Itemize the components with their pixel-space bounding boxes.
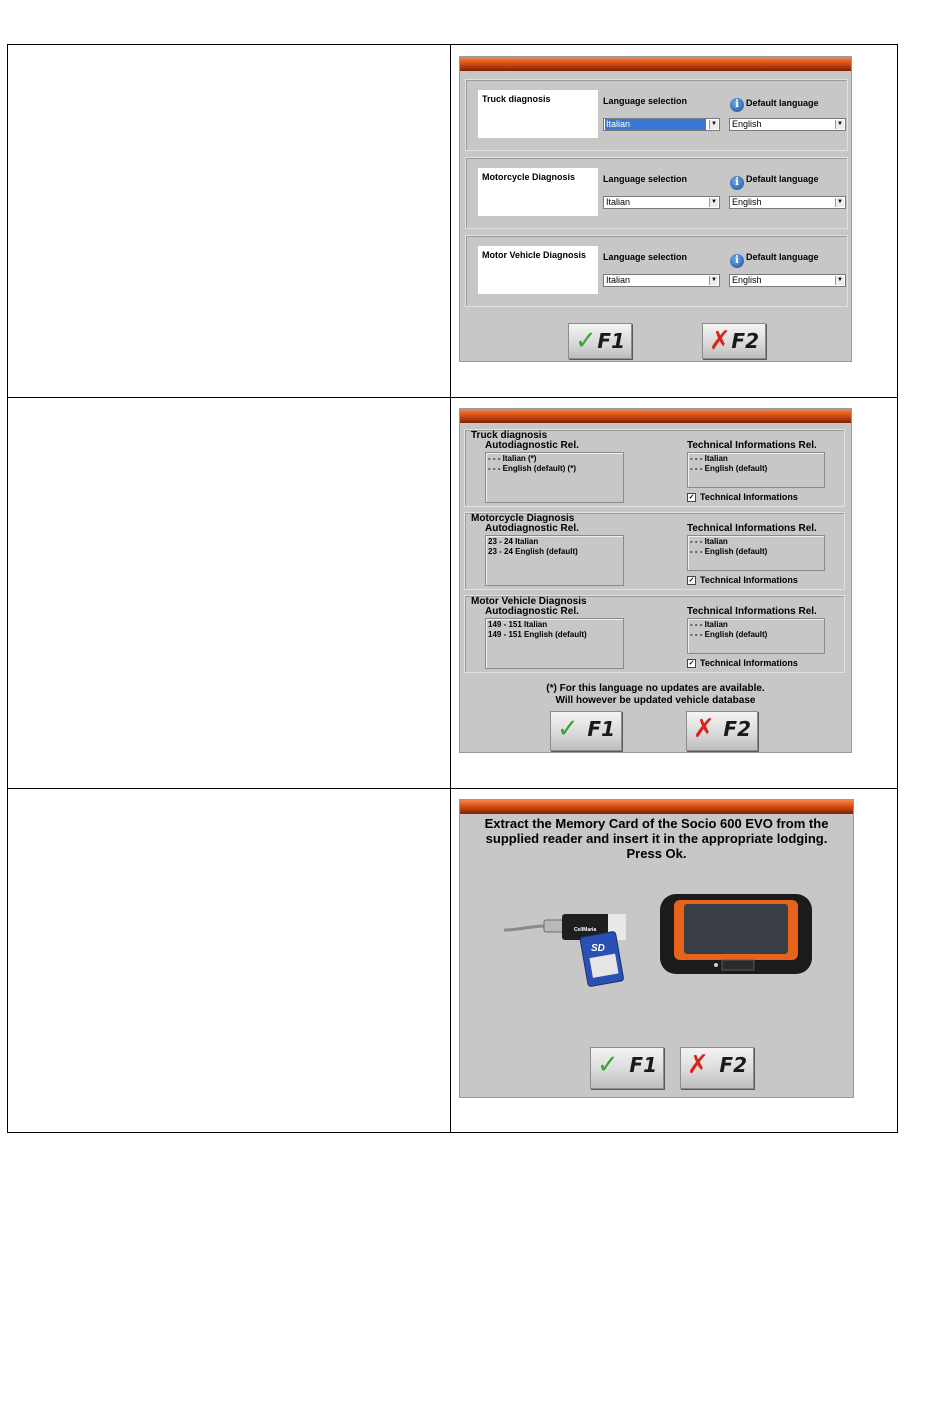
group-title: Motorcycle Diagnosis <box>471 513 575 524</box>
default-language-label: Default language <box>746 252 819 262</box>
technical-info-label: Technical Informations Rel. <box>687 440 817 451</box>
tablet-device-illustration <box>656 890 816 980</box>
list-item: 23 - 24 Italian <box>488 537 539 546</box>
document-table <box>7 44 898 1133</box>
group-motorcycle-diagnosis <box>465 157 848 229</box>
reader-label: CellMaria <box>574 927 597 933</box>
technical-info-checkbox[interactable] <box>687 492 798 502</box>
table-row-memory-card <box>8 788 897 1134</box>
usb-cable <box>504 926 546 930</box>
autodiagnostic-list[interactable] <box>485 535 624 586</box>
language-select-value: Italian <box>606 275 631 285</box>
cancel-key-label: F2 <box>731 329 759 353</box>
language-select-value: Italian <box>606 197 631 207</box>
autodiagnostic-label: Autodiagnostic Rel. <box>485 523 579 534</box>
group-motor-vehicle-diagnosis <box>464 595 845 673</box>
table-row-release-info <box>8 397 897 788</box>
cancel-key-label: F2 <box>723 717 751 741</box>
card-reader-illustration <box>500 900 630 990</box>
list-item: 23 - 24 English (default) <box>488 547 578 556</box>
cancel-button[interactable] <box>686 711 758 751</box>
ok-key-label: F1 <box>597 329 625 353</box>
language-select-value: Italian <box>605 119 706 130</box>
group-name: Motor Vehicle Diagnosis <box>478 246 598 294</box>
instruction-line-2: supplied reader and insert it in the appropriate lodging. <box>485 831 828 846</box>
autodiagnostic-list[interactable] <box>485 618 624 669</box>
checkmark-icon: ✓ <box>557 714 579 744</box>
chevron-down-icon: ▼ <box>835 120 844 129</box>
group-name: Motorcycle Diagnosis <box>478 168 598 216</box>
language-select[interactable] <box>603 118 720 131</box>
autodiagnostic-label: Autodiagnostic Rel. <box>485 440 579 451</box>
memory-card-screen <box>459 799 854 1098</box>
cancel-key-label: F2 <box>719 1053 747 1077</box>
default-language-value: English <box>732 119 762 129</box>
checkbox-label: Technical Informations <box>700 658 798 668</box>
language-selection-label: Language selection <box>603 96 688 106</box>
tablet-screen <box>684 904 788 954</box>
group-title: Truck diagnosis <box>471 430 548 441</box>
group-truck-diagnosis <box>465 79 848 151</box>
list-item: - - - English (default) <box>690 547 768 556</box>
cancel-button[interactable] <box>680 1047 754 1089</box>
default-language-select[interactable] <box>729 196 846 209</box>
default-language-value: English <box>732 275 762 285</box>
instruction-line-1: Extract the Memory Card of the Socio 600 EVO from the <box>484 816 829 831</box>
ok-button[interactable] <box>550 711 622 751</box>
release-info-screen <box>459 408 852 753</box>
technical-info-list[interactable] <box>687 535 825 571</box>
group-title: Motor Vehicle Diagnosis <box>471 596 587 607</box>
list-item: - - - Italian <box>690 454 728 463</box>
footnote-line-1: (*) For this language no updates are available. <box>546 683 765 694</box>
table-row-language-selection <box>8 45 897 397</box>
title-bar <box>460 57 851 71</box>
instruction-line-3: Press Ok. <box>626 846 687 861</box>
technical-info-list[interactable] <box>687 452 825 488</box>
chevron-down-icon: ▼ <box>709 198 718 207</box>
checkbox-label: Technical Informations <box>700 575 798 585</box>
group-motorcycle-diagnosis <box>464 512 845 590</box>
cross-icon: ✗ <box>709 326 731 356</box>
list-item: - - - Italian <box>690 537 728 546</box>
info-icon[interactable]: i <box>730 176 744 190</box>
autodiagnostic-list[interactable] <box>485 452 624 503</box>
title-bar <box>460 409 851 423</box>
list-item: 149 - 151 Italian <box>488 620 548 629</box>
autodiagnostic-label: Autodiagnostic Rel. <box>485 606 579 617</box>
list-item: - - - Italian <box>690 620 728 629</box>
technical-info-label: Technical Informations Rel. <box>687 606 817 617</box>
checkbox-label: Technical Informations <box>700 492 798 502</box>
checkmark-icon: ✓ <box>597 1050 619 1080</box>
chevron-down-icon: ▼ <box>835 198 844 207</box>
checkbox-checked-icon: ✓ <box>688 660 695 668</box>
language-select[interactable] <box>603 196 720 209</box>
group-name: Truck diagnosis <box>478 90 598 138</box>
chevron-down-icon: ▼ <box>709 276 718 285</box>
group-truck-diagnosis <box>464 429 845 507</box>
title-bar <box>460 800 853 814</box>
cross-icon: ✗ <box>687 1050 709 1080</box>
ok-button[interactable] <box>590 1047 664 1089</box>
usb-plug <box>544 920 564 932</box>
language-select[interactable] <box>603 274 720 287</box>
footnote-line-2: Will however be updated vehicle database <box>555 695 756 706</box>
default-language-select[interactable] <box>729 118 846 131</box>
info-icon[interactable]: i <box>730 98 744 112</box>
default-language-select[interactable] <box>729 274 846 287</box>
cross-icon: ✗ <box>693 714 715 744</box>
list-item: 149 - 151 English (default) <box>488 630 587 639</box>
list-item: - - - Italian (*) <box>488 454 537 463</box>
ok-key-label: F1 <box>587 717 615 741</box>
default-language-value: English <box>732 197 762 207</box>
technical-info-checkbox[interactable] <box>687 575 798 585</box>
chevron-down-icon: ▼ <box>835 276 844 285</box>
ok-key-label: F1 <box>629 1053 657 1077</box>
checkmark-icon: ✓ <box>575 326 597 356</box>
sd-logo: SD <box>591 943 605 954</box>
checkbox-checked-icon: ✓ <box>688 494 695 502</box>
chevron-down-icon: ▼ <box>709 120 718 129</box>
default-language-label: Default language <box>746 174 819 184</box>
default-language-label: Default language <box>746 98 819 108</box>
list-item: - - - English (default) <box>690 464 768 473</box>
instruction-text <box>460 816 853 861</box>
list-item: - - - English (default) (*) <box>488 464 576 473</box>
status-led <box>714 963 718 967</box>
technical-info-checkbox[interactable] <box>687 658 798 668</box>
ok-button[interactable] <box>568 323 632 359</box>
language-selection-label: Language selection <box>603 174 688 184</box>
language-selection-label: Language selection <box>603 252 688 262</box>
language-selection-screen <box>459 56 852 362</box>
cancel-button[interactable] <box>702 323 766 359</box>
info-icon[interactable]: i <box>730 254 744 268</box>
checkbox-checked-icon: ✓ <box>688 577 695 585</box>
group-motor-vehicle-diagnosis <box>465 235 848 307</box>
card-slot <box>722 960 754 970</box>
technical-info-list[interactable] <box>687 618 825 654</box>
list-item: - - - English (default) <box>690 630 768 639</box>
technical-info-label: Technical Informations Rel. <box>687 523 817 534</box>
